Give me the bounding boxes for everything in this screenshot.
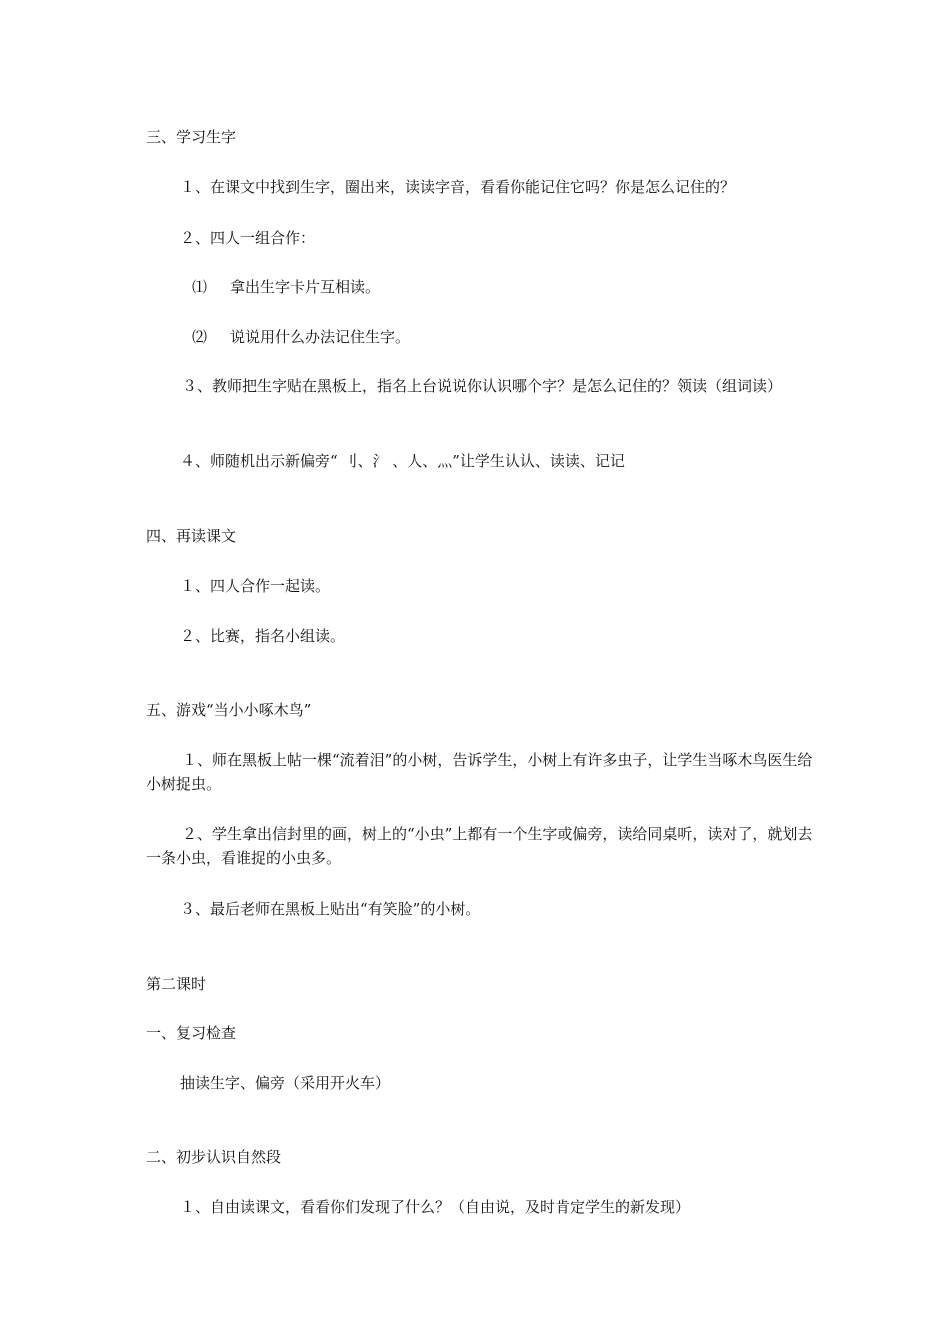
section3-item2: ２、四人一组合作： bbox=[180, 229, 316, 247]
lesson2-section1-text: 抽读生字、偏旁（采用开火车） bbox=[180, 1074, 391, 1092]
lesson2-section2-heading: 二、初步认识自然段 bbox=[146, 1148, 282, 1166]
section5-item3: ３、最后老师在黑板上贴出“有笑脸”的小树。 bbox=[180, 900, 481, 918]
section3-item3-text: ３、教师把生字贴在黑板上，指名上台说说你认识哪个字？是怎么记住的？领读（组词读） bbox=[182, 377, 783, 395]
section3-item4: ４、师随机出示新偏旁“ 刂、氵 、人、灬”让学生认认、读读、记记 bbox=[180, 452, 625, 470]
section3-sub1-number: ⑴ bbox=[192, 278, 208, 296]
section5-item1 bbox=[146, 748, 814, 796]
section4-item2: ２、比赛，指名小组读。 bbox=[180, 627, 346, 645]
section3-sub2-number: ⑵ bbox=[192, 328, 208, 346]
section5-heading: 五、游戏“当小小啄木鸟” bbox=[146, 701, 312, 719]
section5-item2-text: ２、学生拿出信封里的画，树上的“小虫”上都有一个生字或偏旁，读给同桌听，读对了，就划去一条小虫，看谁捉的小虫多。 bbox=[146, 825, 813, 867]
section3-sub2-text: 说说用什么办法记住生字。 bbox=[230, 328, 411, 346]
section3-sub1-text: 拿出生字卡片互相读。 bbox=[230, 278, 381, 296]
section4-heading: 四、再读课文 bbox=[146, 527, 237, 545]
section5-item1-text: １、师在黑板上帖一棵“流着泪”的小树，告诉学生，小树上有许多虫子，让学生当啄木鸟医生给小树捉虫。 bbox=[146, 751, 813, 793]
section3-item1: １、在课文中找到生字，圈出来，读读字音，看看你能记住它吗？你是怎么记住的？ bbox=[180, 178, 736, 196]
lesson2-section1-heading: 一、复习检查 bbox=[146, 1024, 237, 1042]
lesson2-title: 第二课时 bbox=[146, 975, 207, 993]
lesson2-section2-item1: １、自由读课文，看看你们发现了什么？（自由说，及时肯定学生的新发现） bbox=[180, 1198, 691, 1216]
section3-item3 bbox=[146, 374, 814, 398]
section4-item1: １、四人合作一起读。 bbox=[180, 577, 331, 595]
section3-heading: 三、学习生字 bbox=[146, 128, 237, 146]
section5-item2 bbox=[146, 822, 814, 870]
